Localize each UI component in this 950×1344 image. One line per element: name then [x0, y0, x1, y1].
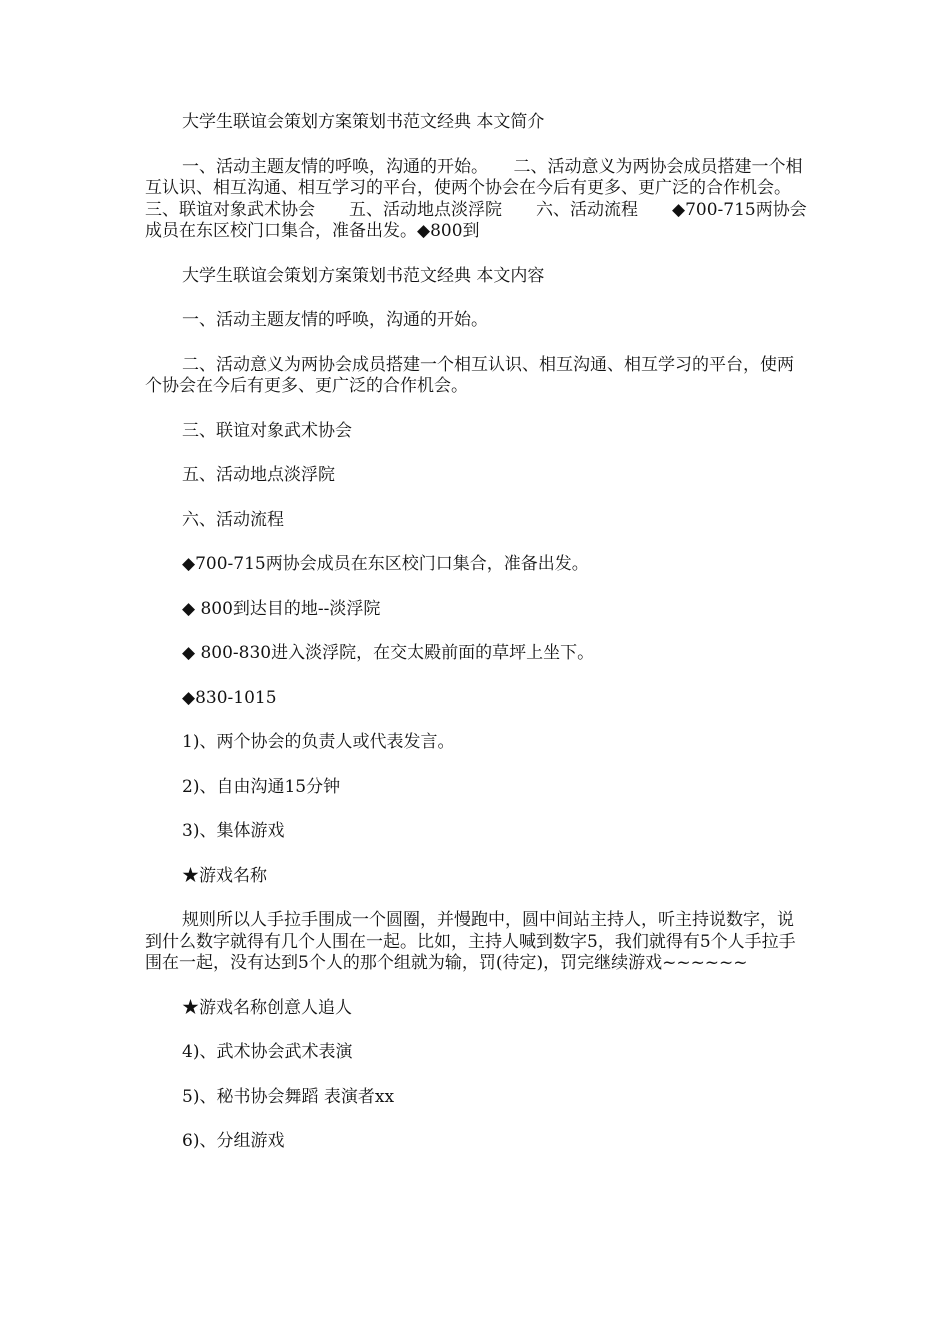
paragraph: 5)、秘书协会舞蹈 表演者xx — [182, 1086, 395, 1107]
paragraph: 6)、分组游戏 — [182, 1131, 285, 1151]
content-title: 大学生联谊会策划方案策划书范文经典 本文内容 — [182, 265, 545, 286]
paragraph: ★游戏名称 — [182, 865, 267, 886]
paragraph: ◆700-715两协会成员在东区校门口集合，准备出发。 — [182, 554, 589, 574]
paragraph: 3)、集体游戏 — [182, 821, 285, 841]
paragraph: 4)、武术协会武术表演 — [182, 1042, 353, 1062]
paragraph: ◆ 800-830进入淡浮院，在交太殿前面的草坪上坐下。 — [182, 643, 595, 663]
paragraph: 三、联谊对象武术协会 — [182, 420, 352, 441]
paragraph: 六、活动流程 — [182, 509, 284, 530]
paragraph: ◆830-1015 — [182, 687, 277, 708]
paragraph: 2)、自由沟通15分钟 — [182, 776, 341, 797]
paragraph: 二、活动意义为两协会成员搭建一个相互认识、相互沟通、相互学习的平台，使两个协会在今后有更多、更广泛的合作机会。 — [145, 354, 794, 396]
document-page — [145, 112, 817, 1153]
paragraph: 规则所以人手拉手围成一个圆圈，并慢跑中，圆中间站主持人，听主持说数字，说到什么数字就得有几个人围在一起。比如，主持人喊到数字5，我们就得有5个人手拉手围在一起，没有达到5个人的那个组就为输，罚(待定)，罚完继续游戏~~~~~~ — [145, 910, 796, 973]
paragraph: 1)、两个协会的负责人或代表发言。 — [182, 732, 455, 752]
summary-title: 大学生联谊会策划方案策划书范文经典 本文简介 — [182, 112, 545, 132]
summary-text: 一、活动主题友情的呼唤，沟通的开始。 二、活动意义为两协会成员搭建一个相互认识、相互沟通、相互学习的平台，使两个协会在今后有更多、更广泛的合作机会。 三、联谊对象武术协会 五、活动地点淡浮院 六、活动流程 ◆700-715两协会成员在东区校门口集合，准备出发。◆800到 — [145, 156, 817, 241]
paragraph: ★游戏名称创意人追人 — [182, 997, 352, 1018]
paragraph: 一、活动主题友情的呼唤，沟通的开始。 — [182, 310, 488, 330]
paragraph: 五、活动地点淡浮院 — [182, 465, 335, 485]
paragraph: ◆ 800到达目的地--淡浮院 — [182, 598, 381, 619]
